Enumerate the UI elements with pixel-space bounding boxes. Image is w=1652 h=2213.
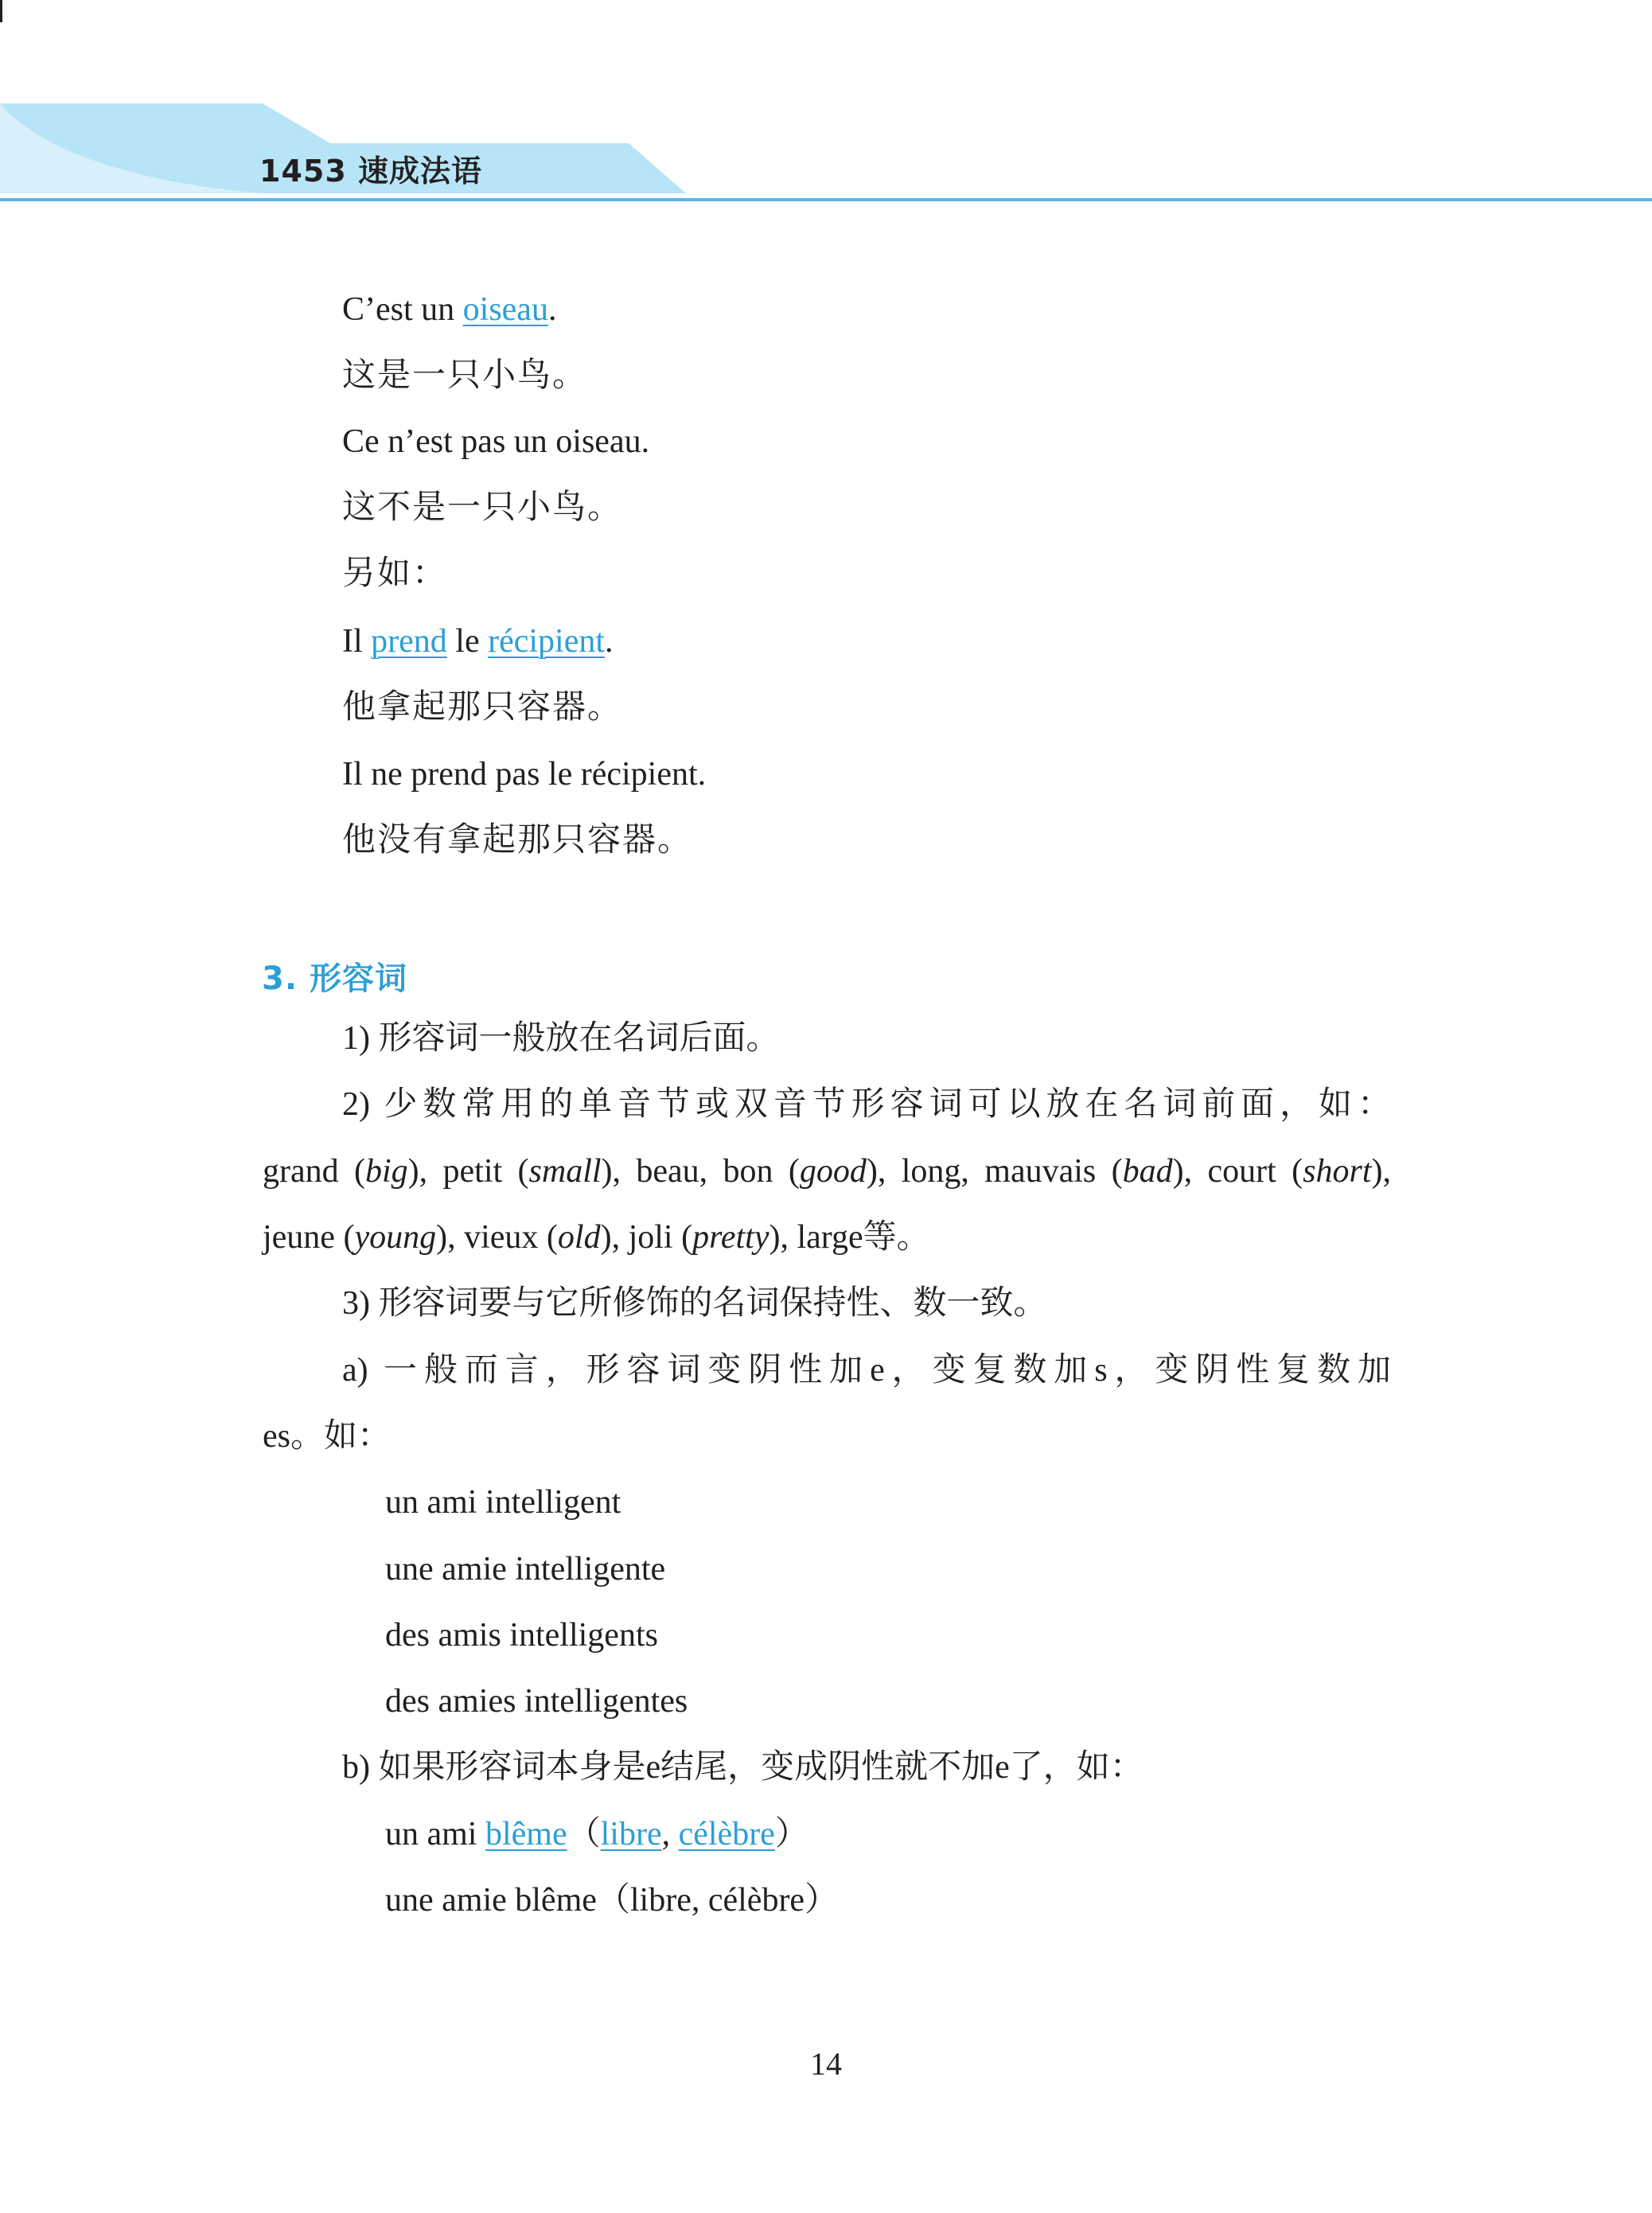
rule-1: 1) 形容词一般放在名词后面。 [342, 1020, 780, 1057]
text-segment: ） [774, 1816, 808, 1853]
text-segment: le [446, 623, 489, 660]
gloss: big [364, 1153, 408, 1190]
text-segment: ), petit ( [407, 1153, 529, 1190]
gloss: short [1303, 1153, 1372, 1190]
translation-3: 他拿起那只容器。 [342, 689, 623, 726]
translation-1: 这是一只小鸟。 [342, 357, 588, 394]
gloss: good [799, 1153, 867, 1190]
rule-3b: b) 如果形容词本身是e结尾，变成阴性就不加e了，如： [342, 1749, 1144, 1786]
text-segment: ), vieux ( [436, 1219, 558, 1256]
rule-3: 3) 形容词要与它所修饰的名词保持性、数一致。 [342, 1285, 1047, 1322]
translation-2: 这不是一只小鸟。 [342, 489, 623, 526]
text-segment: ), large等。 [769, 1219, 930, 1256]
header-banner [0, 0, 1652, 207]
text-segment: un ami [385, 1816, 485, 1853]
gloss: pretty [692, 1219, 770, 1256]
example-sentence-1 [342, 293, 556, 326]
example-sentence-4: Il ne prend pas le récipient. [342, 756, 707, 793]
text-segment: ), beau, bon ( [601, 1153, 800, 1190]
text-segment: Il [342, 623, 372, 660]
text-segment: . [605, 623, 614, 660]
example-sentence-2: Ce n’est pas un oiseau. [342, 423, 650, 460]
header-rule [0, 198, 1652, 201]
vocab-link-recipient[interactable]: récipient [488, 623, 606, 660]
example-adjective-2: une amie intelligente [385, 1551, 666, 1588]
example-sentence-3 [342, 625, 614, 658]
example-adjective-1: un ami intelligent [385, 1484, 621, 1521]
text-segment: C’est un [342, 291, 463, 328]
text-segment: . [547, 291, 557, 328]
gloss: young [354, 1219, 437, 1256]
rule-2: 2) 少数常用的单音节或双音节形容词可以放在名词前面，如： [342, 1086, 1391, 1123]
text-segment: ), joli ( [600, 1219, 693, 1256]
vocab-link-libre[interactable]: libre [600, 1816, 662, 1853]
gloss: bad [1122, 1153, 1173, 1190]
text-segment: jeune ( [263, 1219, 355, 1256]
section-heading: 3. 形容词 [262, 960, 407, 997]
translation-4: 他没有拿起那只容器。 [342, 822, 693, 859]
text-segment: ), court ( [1172, 1153, 1303, 1190]
vocab-link-celebre[interactable]: célèbre [678, 1816, 775, 1853]
example-adjective-4: des amies intelligentes [385, 1683, 688, 1720]
page-number: 14 [810, 2046, 842, 2082]
gloss: small [528, 1153, 602, 1190]
example-b-1 [385, 1818, 808, 1851]
example-b-2: une amie blême（libre, célèbre） [385, 1882, 839, 1919]
text-segment: ), [1371, 1153, 1391, 1190]
text-segment: （ [567, 1816, 601, 1853]
rule-2-examples-line-2 [263, 1221, 930, 1254]
text-segment: , [661, 1816, 679, 1853]
text-segment: grand ( [263, 1153, 365, 1190]
example-intro: 另如： [342, 555, 448, 592]
rule-3a: a) 一般而言，形容词变阴性加e，变复数加s，变阴性复数加 [342, 1352, 1391, 1389]
vocab-link-bleme[interactable]: blême [485, 1816, 567, 1853]
example-adjective-3: des amis intelligents [385, 1617, 658, 1654]
book-title: 1453 速成法语 [259, 154, 482, 189]
gloss: old [557, 1219, 601, 1256]
rule-3a-continued: es。如： [263, 1418, 391, 1455]
vocab-link-oiseau[interactable]: oiseau [462, 291, 548, 328]
text-segment: ), long, mauvais ( [866, 1153, 1123, 1190]
page-header [0, 0, 1652, 207]
rule-2-examples-line-1 [263, 1155, 1391, 1188]
vocab-link-prend[interactable]: prend [371, 623, 447, 660]
crop-mark [0, 0, 2, 22]
